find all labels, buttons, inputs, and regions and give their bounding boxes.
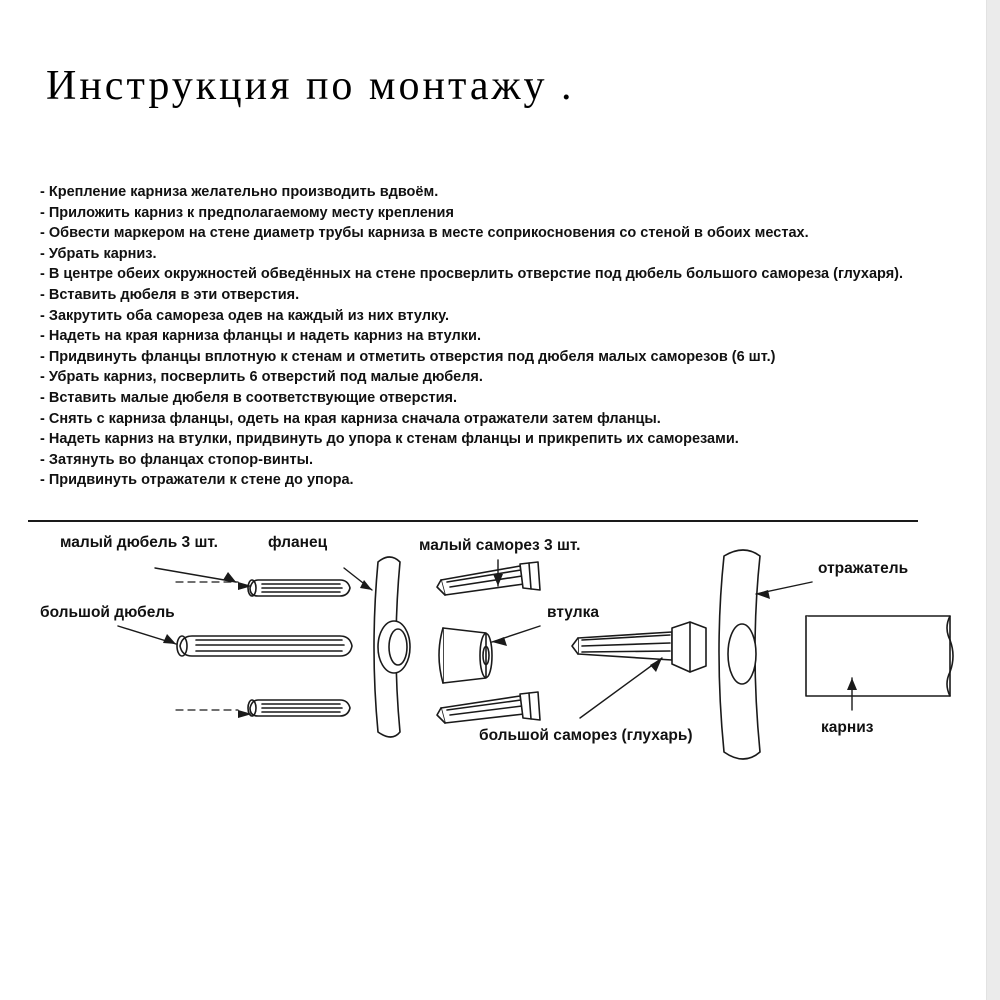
cornice-icon <box>806 616 953 696</box>
list-item: - Вставить дюбеля в эти отверстия. <box>40 286 300 303</box>
list-item: - Надеть карниз на втулки, придвинуть до упора к стенам фланцы и прикрепить их саморезами. <box>40 431 739 448</box>
label-small-screw: малый саморез 3 шт. <box>419 537 581 554</box>
page-edge-strip <box>986 0 1000 1000</box>
big-dowel-icon <box>177 636 352 656</box>
label-flange: фланец <box>268 534 328 551</box>
label-cornice: карниз <box>821 719 874 736</box>
list-item: - Приложить карниз к предполагаемому месту крепления <box>40 204 454 221</box>
small-dowel-bottom-icon <box>248 700 350 716</box>
list-item: - Убрать карниз, посверлить 6 отверстий под малые дюбеля. <box>40 369 483 386</box>
big-screw-icon <box>572 622 706 672</box>
label-bushing: втулка <box>547 604 599 621</box>
list-item: - Придвинуть отражатели к стене до упора. <box>40 472 354 489</box>
label-small-dowel: малый дюбель 3 шт. <box>60 534 218 551</box>
list-item: - Крепление карниза желательно производить вдвоём. <box>40 184 439 200</box>
list-item: - Снять с карниза фланцы, одеть на края карниза сначала отражатели затем фланцы. <box>40 410 661 427</box>
small-dowel-top-icon <box>248 580 350 596</box>
label-reflector: отражатель <box>818 560 909 577</box>
small-screw-top-icon <box>437 562 540 595</box>
flange-icon <box>374 557 410 737</box>
list-item: - Надеть на края карниза фланцы и надеть карниз на втулки. <box>40 328 481 345</box>
list-item: - Закрутить оба самореза одев на каждый из них втулку. <box>40 307 449 324</box>
list-item: - В центре обеих окружностей обведённых на стене просверлить отверстие под дюбель большого самореза (глухаря). <box>40 266 904 283</box>
page-title: Инструкция по монтажу . <box>46 63 575 109</box>
assembly-diagram <box>0 520 1000 850</box>
bushing-icon <box>439 628 492 683</box>
small-screw-bottom-icon <box>437 692 540 723</box>
list-item: - Обвести маркером на стене диаметр трубы карниза в месте соприкосновения со стеной в обоих местах. <box>40 225 809 242</box>
list-item: - Затянуть во фланцах стопор-винты. <box>40 451 314 468</box>
list-item: - Убрать карниз. <box>40 245 157 262</box>
list-item: - Вставить малые дюбеля в соответствующие отверстия. <box>40 389 458 406</box>
label-big-screw: большой саморез (глухарь) <box>479 727 693 744</box>
reflector-icon <box>719 550 760 759</box>
instruction-steps-list <box>40 182 940 491</box>
label-big-dowel: большой дюбель <box>40 604 175 621</box>
list-item: - Придвинуть фланцы вплотную к стенам и отметить отверстия под дюбеля малых саморезов (6 шт.) <box>40 348 776 365</box>
